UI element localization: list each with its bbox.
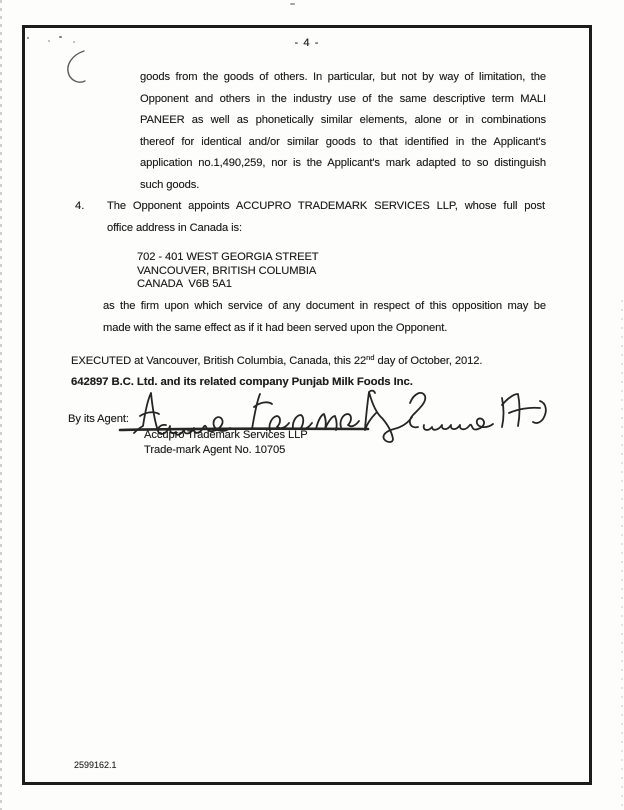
paragraph-line: as the firm upon which service of any document in respect of this opposition may be bbox=[103, 300, 546, 312]
agent-number: Trade-mark Agent No. 10705 bbox=[144, 443, 286, 456]
paragraph-line: Opponent and others in the industry use of the same descriptive term MALI bbox=[140, 92, 546, 105]
paragraph-line: office address in Canada is: bbox=[107, 221, 243, 234]
paragraph-line: made with the same effect as if it had been served upon the Opponent. bbox=[103, 321, 448, 334]
paragraph-continuation bbox=[140, 67, 546, 196]
scan-speck bbox=[290, 3, 295, 5]
page-number: - 4 - bbox=[294, 37, 320, 49]
service-clause bbox=[103, 296, 546, 339]
agent-firm: Accupro Trademark Services LLP bbox=[144, 429, 308, 441]
paragraph-line: The Opponent appoints ACCUPRO TRADEMARK SERVICES LLP, whose full post bbox=[107, 200, 545, 212]
paragraph-line: goods from the goods of others. In particular, but not by way of limitation, the bbox=[140, 71, 546, 83]
executed-line bbox=[71, 351, 482, 368]
paragraph-line: thereof for identical and/or similar goods to that identified in the Applicant's bbox=[140, 135, 546, 148]
company-line: 642897 B.C. Ltd. and its related company Punjab Milk Foods Inc. bbox=[71, 376, 413, 388]
clause-number: 4. bbox=[75, 200, 85, 212]
address-line: CANADA V6B 5A1 bbox=[137, 278, 232, 291]
document-number: 2599162.1 bbox=[74, 760, 117, 770]
scan-edge-artifact-right bbox=[621, 300, 623, 810]
paragraph-line: PANEER as well as phonetically similar elements, alone or in combinations bbox=[140, 114, 546, 126]
ordinal-superscript: nd bbox=[366, 353, 375, 362]
paragraph-line: application no.1,490,259, nor is the Applicant's mark adapted to so distinguish bbox=[140, 157, 546, 169]
paragraph-line: such goods. bbox=[140, 178, 200, 191]
executed-suffix: day of October, 2012. bbox=[374, 355, 483, 367]
executed-prefix: EXECUTED at Vancouver, British Columbia, Canada, this 22 bbox=[71, 355, 367, 367]
address-line: VANCOUVER, BRITISH COLUMBIA bbox=[137, 264, 317, 277]
agent-label: By its Agent: bbox=[68, 413, 129, 425]
scan-edge-artifact-left bbox=[0, 0, 2, 810]
clause-4-text bbox=[107, 196, 545, 239]
handwritten-paren-mark bbox=[58, 46, 92, 86]
address-line: 702 - 401 WEST GEORGIA STREET bbox=[137, 251, 319, 263]
agent-name-block bbox=[144, 428, 308, 457]
address-block bbox=[137, 251, 319, 292]
